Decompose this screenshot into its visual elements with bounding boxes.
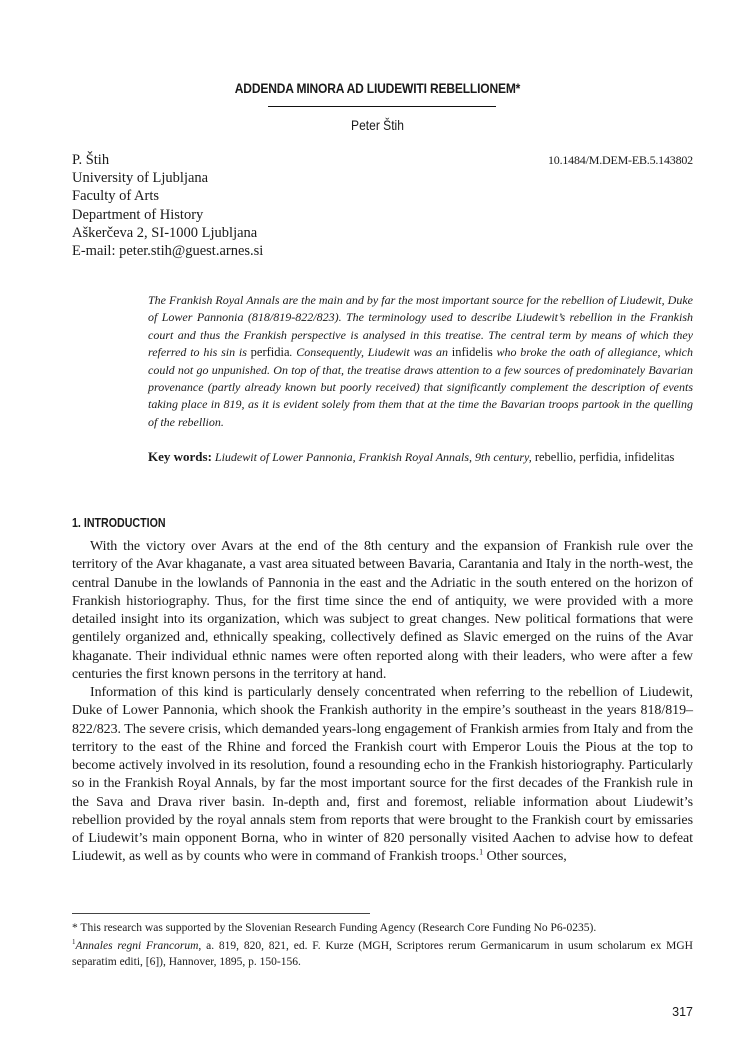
abstract-term-perfidia: perfidia xyxy=(250,345,290,360)
abstract-text-3: who broke the oath of allegiance, which could not go unpunished. On top of that, the treatise draws attention to a few sources of predominately Bavarian provenance (partly already known but poorly received) that significantly complement the description of events taking place in 819, as it is evident solely from them that at the time the Bavarian troops partook in the quelling of the rebellion. xyxy=(148,345,693,429)
footnotes xyxy=(72,920,693,972)
footnote-divider xyxy=(72,913,370,914)
paragraph-text: Information of this kind is particularly densely concentrated when referring to the rebellion of Liudewit, Duke of Lower Pannonia, which shook the Frankish authority in the empire’s southeast in the years 818/819–822/823. The severe crisis, which demanded years-long engagement of Frankish armies from Italy and from the territory to the east of the Rhine and forced the Frankish court with Emperor Louis the Pious at the top to become actively involved in its resolution, found a resounding echo in the Frankish historiography. Particularly so in the Frankish Royal Annals, by far the most important source for the first decades of the Frankish rule in the Sava and Drava river basin. In-depth and, first and foremost, reliable information about Liudewit’s rebellion provided by the royal annals stem from reports that were brought to the Frankish court by emissaries of Liudewit’s main opponent Borna, who in winter of 820 personally visited Aachen to advise how to defeat Liudewit, as well as by counts who were in command of Frankish troops. xyxy=(72,685,693,865)
keywords-italic: Liudewit of Lower Pannonia, Frankish Royal Annals, 9th century, xyxy=(211,450,532,464)
paragraph xyxy=(72,684,693,867)
article-title: ADDENDA MINORA AD LIUDEWITI REBELLIONEM* xyxy=(234,80,521,96)
page-number: 317 xyxy=(672,1005,693,1019)
abstract-term-infidelis: infidelis xyxy=(451,345,493,360)
paragraph: With the victory over Avars at the end of the 8th century and the expansion of Frankish rule over the territory of the Avar khaganate, a vast area situated between Bavaria, Carantania and Italy in the north-west, the central Danube in the lowlands of Pannonia in the east and the Adriatic in the south entered on the horizon of Frankish historiography. Thus, for the first time since the end of antiquity, we were provided with a more detailed insight into its organization, which was subject to great changes. New political formations that were gentilely organized and, ethnically speaking, collectively defined as Slavic emerged on the ruins of the Avar khaganate. Their individual ethnic names were often reported along with their leaders, who were after a few centuries the first known persons in the territory at hand. xyxy=(72,539,693,682)
body-text xyxy=(72,538,693,867)
author-affiliation xyxy=(72,151,263,260)
footnote-reference[interactable]: 1 xyxy=(479,847,484,857)
footnote-1-text: , a. 819, 820, 821, ed. F. Kurze (MGH, Scriptores rerum Germanicarum in usum scholarum ex MGH separatim editi, [6]), Hannover, 1895, p. 150-156. xyxy=(72,939,693,968)
keywords-upright: rebellio, perfidia, infidelitas xyxy=(531,450,675,464)
affiliation-email[interactable]: E-mail: peter.stih@guest.arnes.si xyxy=(72,243,264,260)
section-heading-introduction: 1. INTRODUCTION xyxy=(72,515,166,530)
footnote-1 xyxy=(72,938,693,971)
affiliation-department: Department of History xyxy=(72,206,204,223)
abstract-text-2: . Consequently, Liudewit was an xyxy=(289,345,452,360)
keywords xyxy=(148,448,693,466)
doi-identifier[interactable]: 10.1484/M.DEM-EB.5.143802 xyxy=(547,153,693,167)
footnote-marker: 1 xyxy=(72,937,76,946)
affiliation-university: University of Ljubljana xyxy=(72,170,209,187)
abstract xyxy=(148,292,693,431)
paragraph-trailing-text: Other sources, xyxy=(483,849,567,865)
title-divider xyxy=(268,106,496,107)
keywords-label: Key words: xyxy=(148,449,212,464)
footnote-star: * This research was supported by the Slovenian Research Funding Agency (Research Core Funding No P6-0235). xyxy=(72,922,597,934)
article-author: Peter Štih xyxy=(351,117,404,133)
abstract-text-1: The Frankish Royal Annals are the main and by far the most important source for the rebellion of Liudewit, Duke of Lower Pannonia (818/819-822/823). The terminology used to describe Liudewit’s rebellion in the Frankish court and thus the Frankish perspective is analysed in this treatise. The central term by means of which they referred to his sin is xyxy=(148,293,693,360)
footnote-1-title: Annales regni Francorum xyxy=(75,939,199,952)
affiliation-name: P. Štih xyxy=(72,152,110,168)
affiliation-faculty: Faculty of Arts xyxy=(72,188,159,205)
affiliation-address: Aškerčeva 2, SI-1000 Ljubljana xyxy=(72,224,258,241)
